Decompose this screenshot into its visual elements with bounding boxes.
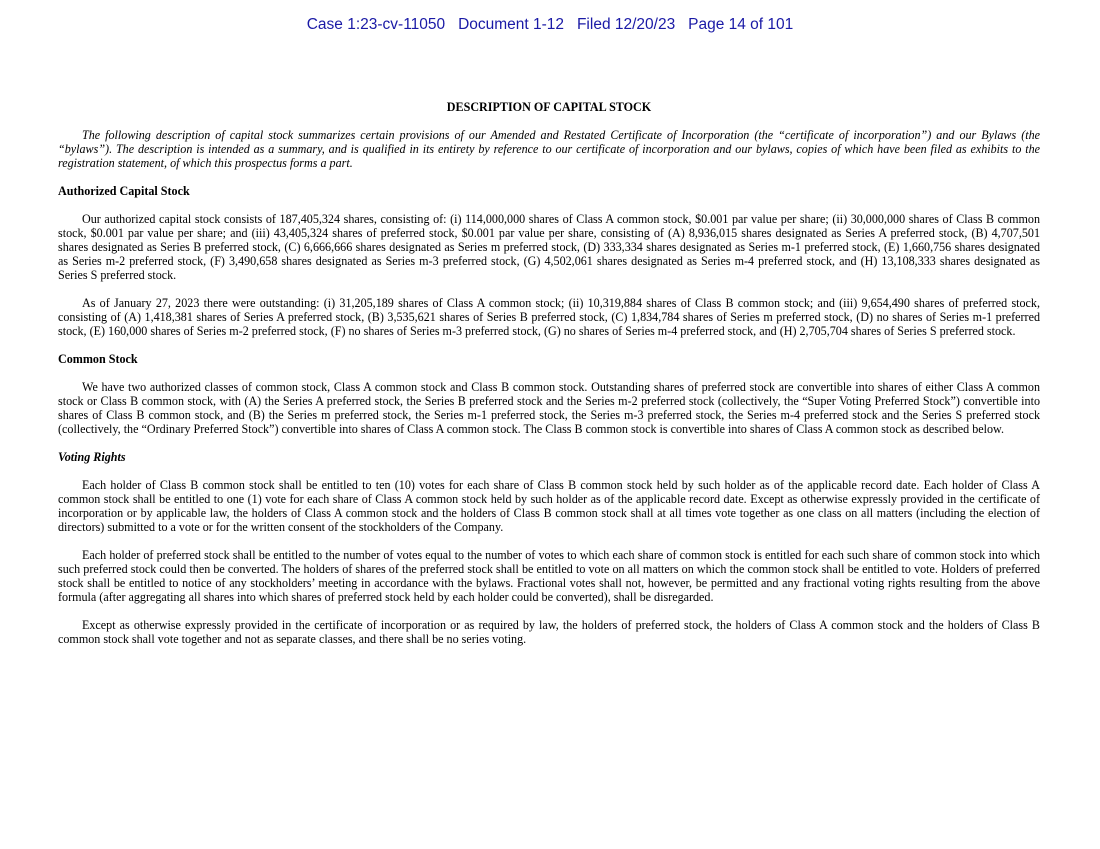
intro-paragraph: The following description of capital stock summarizes certain provisions of our Amended and Restated Certificate of Incorporation (the “certificate of incorporation”) and our Bylaws (the “bylaws”). The description is intended as a summary, and is qualified in its entirety by reference to our certificate of incorporation and our bylaws, copies of which have been filed as exhibits to the registration statement, of which this prospectus forms a part. [58,128,1040,170]
case-filing-stamp: Case 1:23-cv-11050 Document 1-12 Filed 12/20/23 Page 14 of 101 [306,16,794,33]
subsection-heading-voting-rights: Voting Rights [58,450,126,464]
document-body [58,100,1040,660]
section-heading-authorized-capital-stock: Authorized Capital Stock [58,184,190,198]
document-title: DESCRIPTION OF CAPITAL STOCK [446,100,652,114]
paragraph-common-stock: We have two authorized classes of common stock, Class A common stock and Class B common stock. Outstanding shares of preferred stock are convertible into shares of either Class A common stock or Class B common stock, with (A) the Series A preferred stock, the Series B preferred stock and the Series m-2 preferred stock (collectively, the “Super Voting Preferred Stock”) convertible into shares of Class B common stock, and (B) the Series m preferred stock, the Series m-1 preferred stock, the Series m-3 preferred stock, the Series m-4 preferred stock and the Series S preferred stock (collectively, the “Ordinary Preferred Stock”) convertible into shares of Class A common stock. The Class B common stock is convertible into shares of Class A common stock as described below. [58,380,1040,436]
paragraph-outstanding-shares: As of January 27, 2023 there were outstanding: (i) 31,205,189 shares of Class A common stock; (ii) 10,319,884 shares of Class B common stock; and (iii) 9,654,490 shares of preferred stock, consisting of (A) 1,418,381 shares of Series A preferred stock, (B) 3,535,621 shares of Series B preferred stock, (C) 1,834,784 shares of Series m preferred stock, (D) no shares of Series m-1 preferred stock, (E) 160,000 shares of Series m-2 preferred stock, (F) no shares of Series m-3 preferred stock, (G) no shares of Series m-4 preferred stock, and (H) 2,705,704 shares of Series S preferred stock. [58,296,1040,338]
paragraph-authorized-capital: Our authorized capital stock consists of 187,405,324 shares, consisting of: (i) 114,000,000 shares of Class A common stock, $0.001 par value per share; (ii) 30,000,000 shares of Class B common stock, $0.001 par value per share; and (iii) 43,405,324 shares of preferred stock, $0.001 par value per share, consisting of (A) 8,936,015 shares designated as Series A preferred stock, (B) 4,707,501 shares designated as Series B preferred stock, (C) 6,666,666 shares designated as Series m preferred stock, (D) 333,334 shares designated as Series m-1 preferred stock, (E) 1,660,756 shares designated as Series m-2 preferred stock, (F) 3,490,658 shares designated as Series m-3 preferred stock, (G) 4,502,061 shares designated as Series m-4 preferred stock, and (H) 13,108,333 shares designated as Series S preferred stock. [58,212,1040,282]
section-heading-common-stock: Common Stock [58,352,138,366]
paragraph-voting-common: Each holder of Class B common stock shall be entitled to ten (10) votes for each share of Class B common stock held by such holder as of the applicable record date. Each holder of Class A common stock shall be entitled to one (1) vote for each share of Class A common stock held by such holder as of the applicable record date. Except as otherwise expressly provided in the certificate of incorporation or by applicable law, the holders of Class A common stock and the holders of Class B common stock shall at all times vote together as one class on all matters (including the election of directors) submitted to a vote or for the written consent of the stockholders of the Company. [58,478,1040,534]
paragraph-voting-preferred: Each holder of preferred stock shall be entitled to the number of votes equal to the number of votes to which each share of common stock is entitled for each such share of common stock into which such preferred stock could then be converted. The holders of shares of the preferred stock shall be entitled to vote on all matters on which the common stock shall be entitled to vote. Holders of preferred stock shall be entitled to notice of any stockholders’ meeting in accordance with the bylaws. Fractional votes shall not, however, be permitted and any fractional voting rights resulting from the above formula (after aggregating all shares into which shares of preferred stock held by each holder could be converted), shall be disregarded. [58,548,1040,604]
paragraph-voting-together: Except as otherwise expressly provided in the certificate of incorporation or as required by law, the holders of preferred stock, the holders of Class A common stock and the holders of Class B common stock shall vote together and not as separate classes, and there shall be no series voting. [58,618,1040,646]
